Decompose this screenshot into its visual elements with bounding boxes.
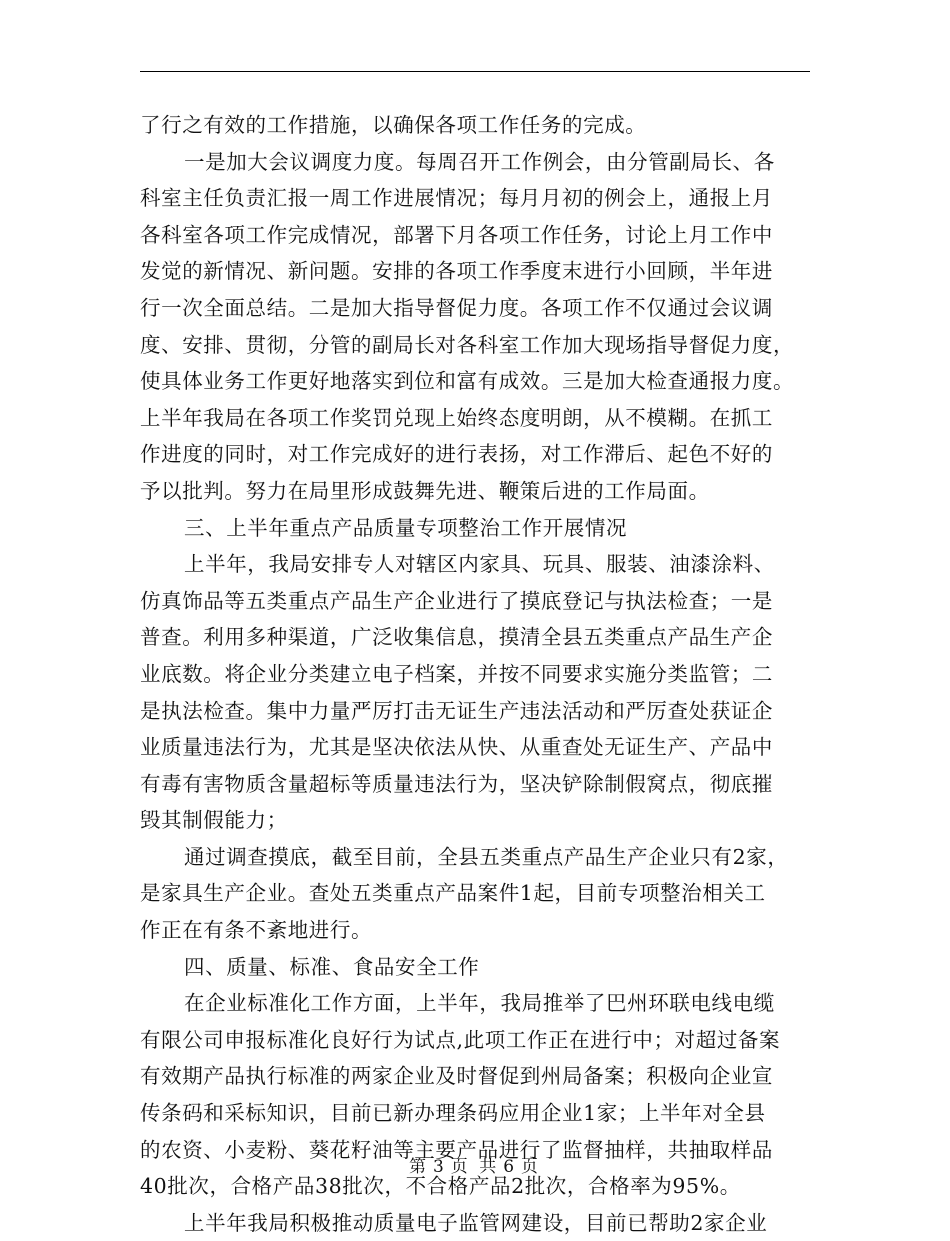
text-line: 上半年我局积极推动质量电子监管网建设，目前已帮助2家企业 bbox=[184, 1210, 768, 1235]
footer-prefix: 第 bbox=[408, 1157, 429, 1177]
text-line: 度、安排、贯彻，分管的副局长对各科室工作加大现场指导督促力度， bbox=[140, 332, 795, 357]
text-line: 普查。利用多种渠道，广泛收集信息，摸清全县五类重点产品生产企 bbox=[140, 625, 773, 650]
document-body bbox=[140, 107, 810, 1241]
page-footer bbox=[0, 1152, 950, 1177]
text-line: 作进度的同时，对工作完成好的进行表扬，对工作滞后、起色不好的 bbox=[140, 442, 773, 467]
text-line: 科室主任负责汇报一周工作进展情况；每月月初的例会上，通报上月 bbox=[140, 186, 773, 211]
text-line: 在企业标准化工作方面，上半年，我局推举了巴州环联电线电缆 bbox=[184, 991, 775, 1016]
text-line: 仿真饰品等五类重点产品生产企业进行了摸底登记与执法检查；一是 bbox=[140, 588, 773, 613]
text-line: 的农资、小麦粉、葵花籽油等主要产品进行了监督抽样，共抽取样品 bbox=[140, 1137, 773, 1162]
text-line: 通过调查摸底，截至目前，全县五类重点产品生产企业只有2家， bbox=[184, 844, 789, 869]
text-line: 各科室各项工作完成情况，部署下月各项工作任务，讨论上月工作中 bbox=[140, 222, 773, 247]
text-line: 是家具生产企业。查处五类重点产品案件1起，目前专项整治相关工 bbox=[140, 881, 766, 906]
footer-suffix: 页 bbox=[521, 1157, 542, 1177]
text-line: 业底数。将企业分类建立电子档案，并按不同要求实施分类监管；二 bbox=[140, 661, 773, 686]
section-heading: 四、质量、标准、食品安全工作 bbox=[184, 954, 480, 979]
text-line: 上半年我局在各项工作奖罚兑现上始终态度明朗，从不模糊。在抓工 bbox=[140, 405, 773, 430]
text-line: 传条码和采标知识，目前已新办理条码应用企业1家；上半年对全县 bbox=[140, 1101, 766, 1126]
text-line: 予以批判。努力在局里形成鼓舞先进、鞭策后进的工作局面。 bbox=[140, 478, 710, 503]
text-line: 了行之有效的工作措施，以确保各项工作任务的完成。 bbox=[140, 113, 647, 137]
total-page-count: 6 bbox=[503, 1157, 518, 1177]
text-line: 有效期产品执行标准的两家企业及时督促到州局备案；积极向企业宣 bbox=[140, 1064, 773, 1089]
text-line: 行一次全面总结。二是加大指导督促力度。各项工作不仅通过会议调 bbox=[140, 295, 773, 320]
text-line: 发觉的新情况、新问题。安排的各项工作季度末进行小回顾，半年进 bbox=[140, 259, 773, 284]
text-line: 有毒有害物质含量超标等质量违法行为，坚决铲除制假窝点，彻底摧 bbox=[140, 771, 773, 796]
footer-middle: 页 共 bbox=[450, 1157, 500, 1177]
text-line: 使具体业务工作更好地落实到位和富有成效。三是加大检查通报力度。 bbox=[140, 369, 795, 394]
text-line: 有限公司申报标准化良好行为试点,此项工作正在进行中；对超过备案 bbox=[140, 1027, 781, 1052]
text-line: 毁其制假能力； bbox=[140, 808, 288, 833]
text-line: 上半年，我局安排专人对辖区内家具、玩具、服装、油漆涂料、 bbox=[184, 552, 775, 577]
text-line: 40批次，合格产品38批次，不合格产品2批次，合格率为95%。 bbox=[140, 1174, 741, 1199]
current-page-number: 3 bbox=[432, 1157, 447, 1177]
text-line: 一是加大会议调度力度。每周召开工作例会，由分管副局长、各 bbox=[184, 149, 775, 174]
header-rule bbox=[140, 71, 810, 72]
text-line: 作正在有条不紊地进行。 bbox=[140, 918, 373, 943]
text-line: 是执法检查。集中力量严厉打击无证生产违法活动和严厉查处获证企 bbox=[140, 698, 773, 723]
text-line: 业质量违法行为，尤其是坚决依法从快、从重查处无证生产、产品中 bbox=[140, 735, 773, 760]
section-heading: 三、上半年重点产品质量专项整治工作开展情况 bbox=[184, 515, 628, 540]
